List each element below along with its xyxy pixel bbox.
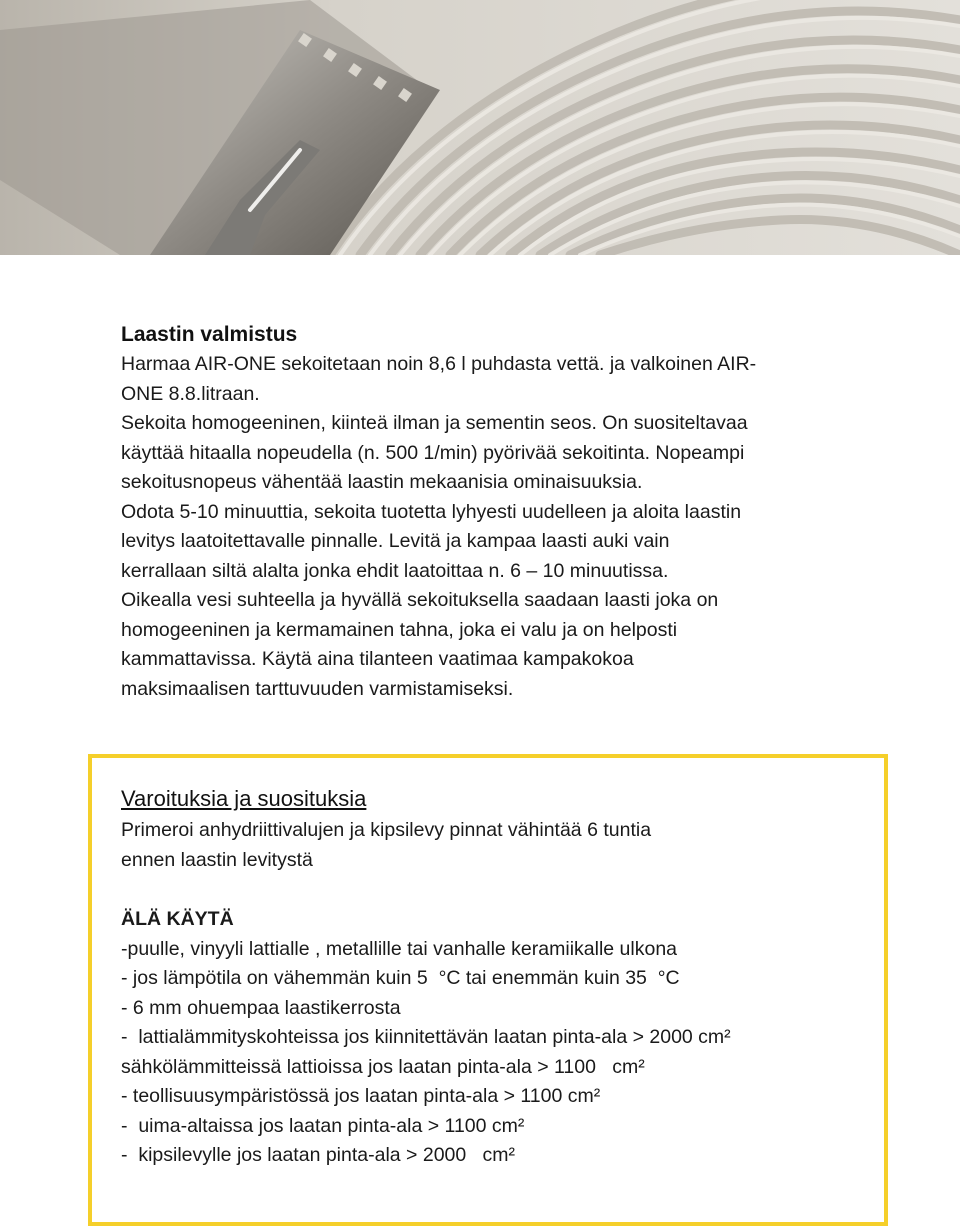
prep-line: sekoitusnopeus vähentää laastin mekaanisia ominaisuuksia.: [121, 471, 643, 493]
section-title-warnings: Varoituksia ja suosituksia: [121, 786, 367, 811]
do-not-use-item: - 6 mm ohuempaa laastikerrosta: [121, 996, 401, 1019]
warnings-section: [121, 784, 861, 1171]
prep-line: kammattavissa. Käytä aina tilanteen vaatimaa kampakokoa: [121, 648, 634, 670]
header-photo-trowel: [0, 0, 960, 255]
do-not-use-item: - teollisuusympäristössä jos laatan pinta-ala > 1100 cm²: [121, 1085, 601, 1107]
do-not-use-item: -puulle, vinyyli lattialle , metallille tai vanhalle keramiikalle ulkona: [121, 937, 678, 960]
prep-line: Sekoita homogeeninen, kiinteä ilman ja sementin seos. On suositeltavaa: [121, 412, 748, 434]
trowel-illustration: [0, 0, 960, 255]
mortar-preparation-text: [121, 350, 861, 704]
do-not-use-item: - jos lämpötila on vähemmän kuin 5 °C tai enemmän kuin 35 °C: [121, 967, 680, 989]
mortar-preparation-section: [121, 320, 861, 704]
prep-line: maksimaalisen tarttuvuuden varmistamiseksi.: [121, 677, 514, 700]
do-not-use-item: - uima-altaissa jos laatan pinta-ala > 1100 cm²: [121, 1114, 525, 1137]
prep-line: homogeeninen ja kermamainen tahna, joka ei valu ja on helposti: [121, 618, 678, 641]
do-not-use-item: - kipsilevylle jos laatan pinta-ala > 2000 cm²: [121, 1144, 515, 1166]
prep-line: levitys laatoitettavalle pinnalle. Levitä ja kampaa laasti auki vain: [121, 530, 670, 552]
prep-line: Harmaa AIR-ONE sekoitetaan noin 8,6 l puhdasta vettä. ja valkoinen AIR-: [121, 353, 757, 375]
prep-line: kerrallaan siltä alalta jonka ehdit laatoittaa n. 6 – 10 minuutissa.: [121, 559, 669, 582]
prep-line: käyttää hitaalla nopeudella (n. 500 1/min) pyörivää sekoitinta. Nopeampi: [121, 441, 745, 464]
warning-intro-line: Primeroi anhydriittivalujen ja kipsilevy pinnat vähintää 6 tuntia: [121, 819, 652, 841]
section-title-mortar-preparation: Laastin valmistus: [121, 323, 298, 346]
warning-intro-line: ennen laastin levitystä: [121, 848, 313, 871]
do-not-use-item: sähkölämmitteissä lattioissa jos laatan pinta-ala > 1100 cm²: [121, 1055, 645, 1078]
prep-line: ONE 8.8.litraan.: [121, 382, 260, 405]
prep-line: Oikealla vesi suhteella ja hyvällä sekoituksella saadaan laasti joka on: [121, 589, 719, 611]
do-not-use-heading: ÄLÄ KÄYTÄ: [121, 908, 234, 930]
prep-line: Odota 5-10 minuuttia, sekoita tuotetta lyhyesti uudelleen ja aloita laastin: [121, 500, 742, 523]
do-not-use-item: - lattialämmityskohteissa jos kiinnitettävän laatan pinta-ala > 2000 cm²: [121, 1026, 731, 1048]
